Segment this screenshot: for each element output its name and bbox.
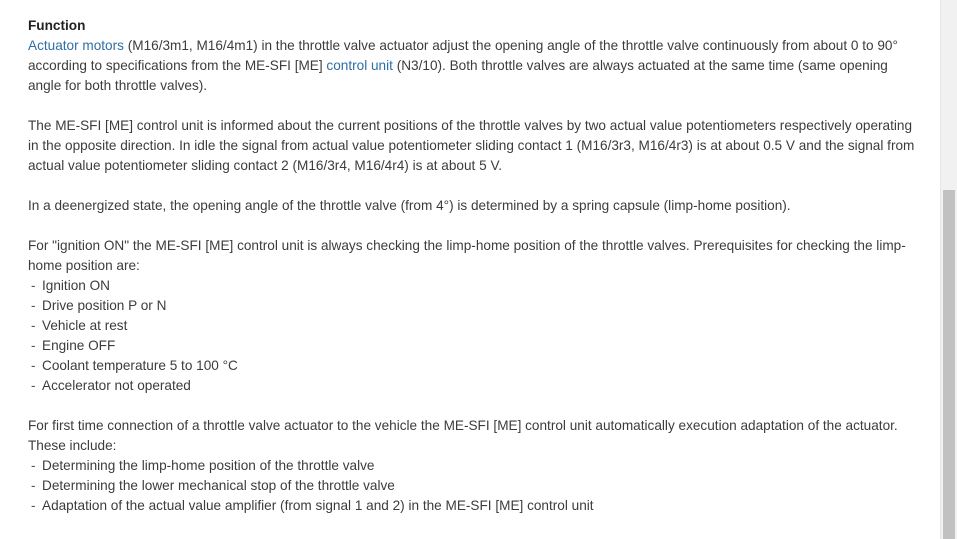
document-content — [28, 14, 923, 516]
list-item: - Determining the limp-home position of the throttle valve — [28, 456, 923, 476]
link-actuator-motors[interactable]: Actuator motors — [28, 38, 124, 53]
adaptation-list — [28, 456, 923, 516]
list-item: - Ignition ON — [28, 276, 923, 296]
list-item: - Engine OFF — [28, 336, 923, 356]
link-control-unit[interactable]: control unit — [326, 58, 393, 73]
paragraph-limp-home-check: For "ignition ON" the ME-SFI [ME] control unit is always checking the limp-home position of the throttle valves. Prerequisites for checking the limp-home position are: — [28, 238, 906, 273]
list-item: - Adaptation of the actual value amplifier (from signal 1 and 2) in the ME-SFI [ME] control unit — [28, 496, 923, 516]
paragraph-actuator — [28, 36, 923, 96]
scrollbar-thumb[interactable] — [943, 190, 955, 539]
adaptation-block — [28, 416, 923, 516]
paragraph-deenergized: In a deenergized state, the opening angle of the throttle valve (from 4°) is determined by a spring capsule (limp-home position). — [28, 198, 791, 213]
list-item: - Coolant temperature 5 to 100 °C — [28, 356, 923, 376]
paragraph-actuator-text-2: (N3/10). Both throttle valves are always actuated at the same time (same opening angle for both throttle valves). — [28, 58, 888, 93]
paragraph-actuator-text-1: (M16/3m1, M16/4m1) in the throttle valve actuator adjust the opening angle of the throttle valve continuously from about 0 to 90° according to specifications from the ME-SFI [ME] — [28, 38, 898, 73]
section-heading: Function — [28, 18, 86, 33]
limp-home-check-block — [28, 236, 923, 396]
list-item: - Determining the lower mechanical stop of the throttle valve — [28, 476, 923, 496]
list-item: - Drive position P or N — [28, 296, 923, 316]
vertical-scrollbar[interactable] — [940, 0, 957, 539]
paragraph-adaptation: For first time connection of a throttle valve actuator to the vehicle the ME-SFI [ME] control unit automatically execution adaptation of the actuator. These include: — [28, 418, 898, 453]
list-item: - Accelerator not operated — [28, 376, 923, 396]
prerequisites-list — [28, 276, 923, 396]
list-item: - Vehicle at rest — [28, 316, 923, 336]
paragraph-potentiometers: The ME-SFI [ME] control unit is informed about the current positions of the throttle valves by two actual value potentiometers respectively operating in the opposite direction. In idle the signal from actual value potentiometer sliding contact 1 (M16/3r3, M16/4r3) is at about 0.5 V and the signal from actual value potentiometer sliding contact 2 (M16/3r4, M16/4r4) is at about 5 V. — [28, 118, 915, 173]
